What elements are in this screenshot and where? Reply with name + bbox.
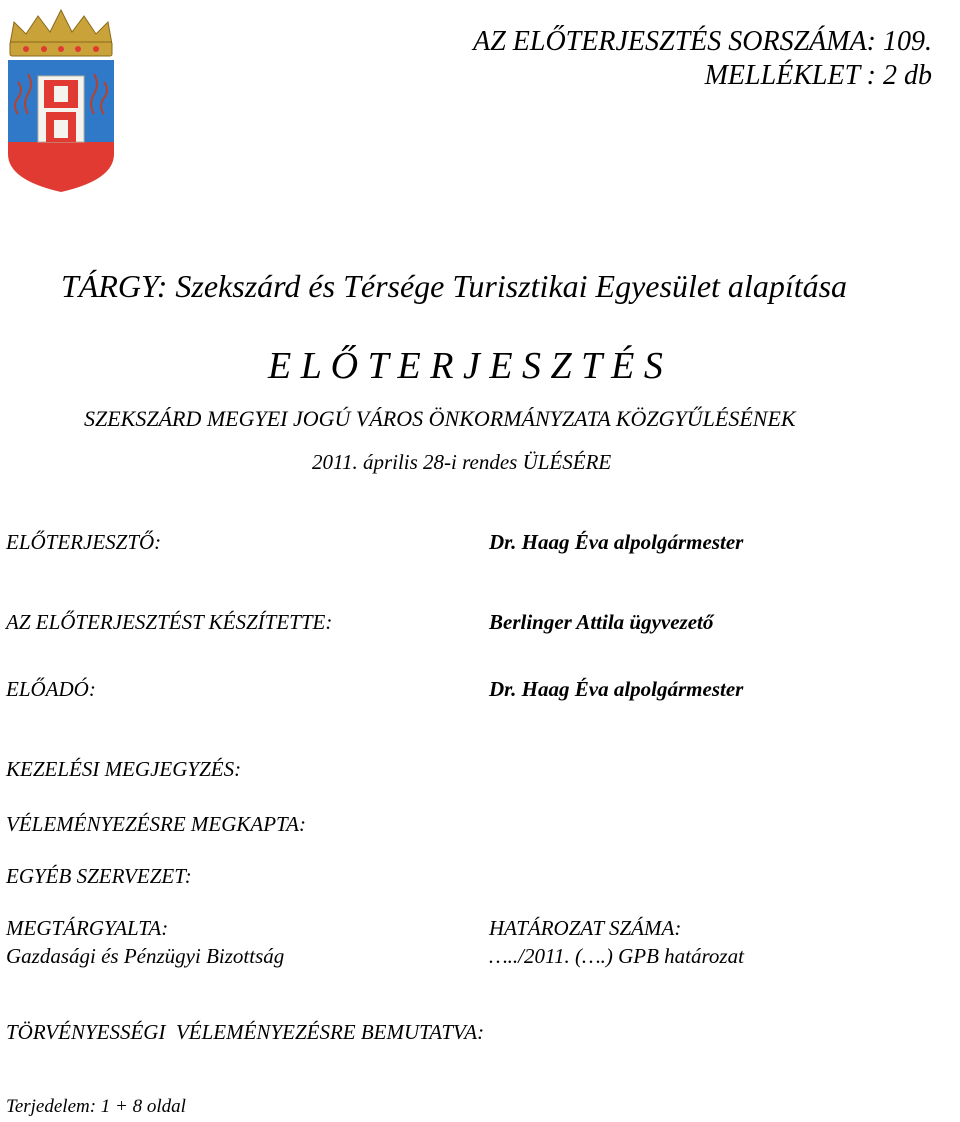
resolution-number-value: …../2011. (….) GPB határozat: [489, 944, 744, 968]
other-organization-label: EGYÉB SZERVEZET:: [6, 864, 192, 888]
speaker-label: ELŐADÓ:: [6, 677, 96, 701]
legal-review-label: TÖRVÉNYESSÉGI VÉLEMÉNYEZÉSRE BEMUTATVA:: [6, 1020, 485, 1044]
presenter-label: ELŐTERJESZTŐ:: [6, 530, 162, 554]
prepared-by-value: Berlinger Attila ügyvezető: [489, 610, 714, 634]
handling-note-label: KEZELÉSI MEGJEGYZÉS:: [6, 757, 242, 781]
speaker-value: Dr. Haag Éva alpolgármester: [489, 677, 744, 701]
page-count-label: Terjedelem: 1 + 8 oldal: [6, 1096, 186, 1117]
discussed-by-value: Gazdasági és Pénzügyi Bizottság: [6, 944, 285, 968]
document-title: E L Ő T E R J E S Z T É S: [268, 345, 663, 387]
discussed-by-label: MEGTÁRGYALTA:: [6, 916, 169, 940]
meeting-date-line: 2011. április 28-i rendes ÜLÉSÉRE: [312, 450, 612, 474]
received-for-opinion-label: VÉLEMÉNYEZÉSRE MEGKAPTA:: [6, 812, 306, 836]
attachment-count-line: MELLÉKLET : 2 db: [704, 60, 932, 91]
proposal-number-line: AZ ELŐTERJESZTÉS SORSZÁMA: 109.: [473, 26, 932, 57]
subject-line: TÁRGY: Szekszárd és Térsége Turisztikai Egyesület alapítása: [61, 268, 848, 304]
assembly-line: SZEKSZÁRD MEGYEI JOGÚ VÁROS ÖNKORMÁNYZATA KÖZGYŰLÉSÉNEK: [84, 406, 796, 431]
city-coat-of-arms-logo: [4, 4, 118, 194]
resolution-number-label: HATÁROZAT SZÁMA:: [489, 916, 682, 940]
presenter-value: Dr. Haag Éva alpolgármester: [489, 530, 744, 554]
prepared-by-label: AZ ELŐTERJESZTÉST KÉSZÍTETTE:: [6, 610, 333, 634]
